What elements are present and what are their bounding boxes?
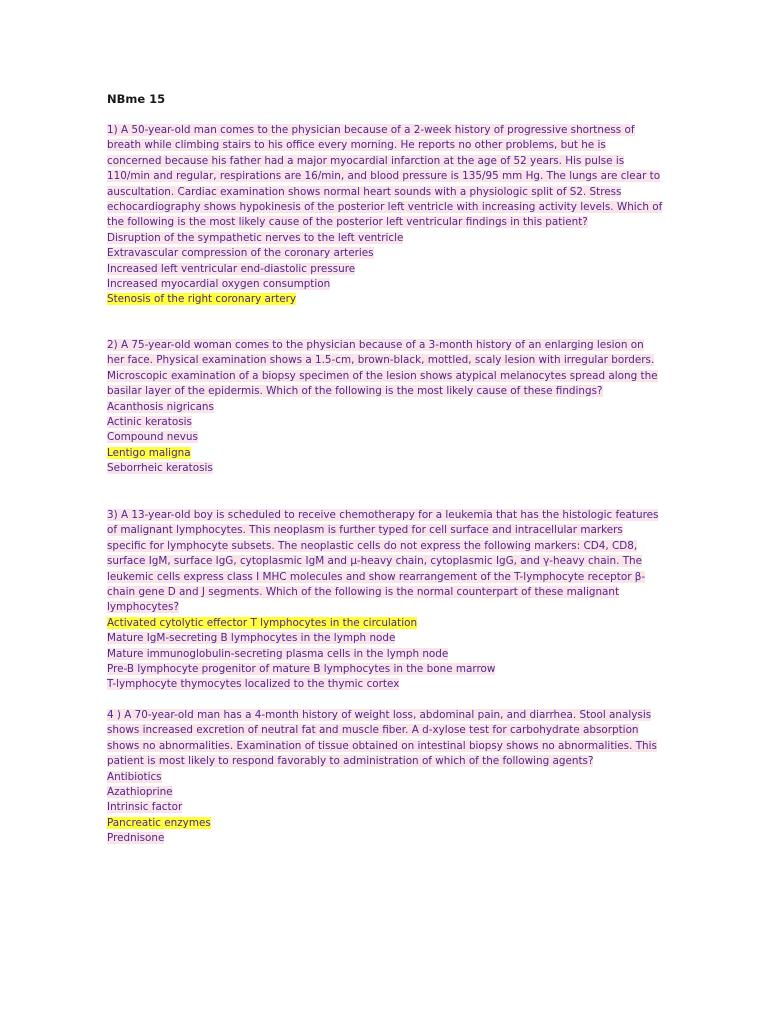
- answer-option-text: Activated cytolytic effector T lymphocytes in the circulation: [107, 616, 418, 629]
- question-stem-text: 1) A 50-year-old man comes to the physician because of a 2-week history of progressive shortness of breath while climbing stairs to his office every morning. He reports no other problems, but he is concerned because his father had a major myocardial infarction at the age of 52 years. His pulse is 110/min and regular, respirations are 16/min, and blood pressure is 135/95 mm Hg. The lungs are clear to auscultation. Cardiac examination shows normal heart sounds with a physiologic split of S2. Stress echocardiography shows hypokinesis of the posterior left ventricle with increasing activity levels. Which of the following is the most likely cause of the posterior left ventricular findings in this patient?: [107, 124, 663, 229]
- answer-option: [107, 262, 663, 277]
- answer-option: [107, 677, 663, 692]
- answer-option: [107, 647, 663, 662]
- question-1: [107, 123, 663, 308]
- answer-option: [107, 231, 663, 246]
- answer-option-text: Azathioprine: [107, 786, 173, 799]
- correct-answer-option: [107, 816, 663, 831]
- answer-option-text: Increased left ventricular end-diastolic pressure: [107, 262, 356, 275]
- correct-answer-option: [107, 292, 663, 307]
- document-title: NBme 15: [107, 92, 166, 106]
- answer-option-text: T-lymphocyte thymocytes localized to the thymic cortex: [107, 678, 400, 691]
- answer-option: [107, 400, 663, 415]
- answer-option: [107, 662, 663, 677]
- question-stem: [107, 338, 663, 400]
- correct-answer-option: [107, 616, 663, 631]
- answer-option: [107, 800, 663, 815]
- answer-option-text: Extravascular compression of the coronary arteries: [107, 247, 374, 260]
- answer-option-text: Pre-B lymphocyte progenitor of mature B lymphocytes in the bone marrow: [107, 663, 496, 676]
- question-stem-text: 4 ) A 70-year-old man has a 4-month history of weight loss, abdominal pain, and diarrhea. Stool analysis shows increased excretion of neutral fat and muscle fiber. A d-xylose test for carbohydrate absorption shows no abnormalities. Examination of tissue obtained on intestinal biopsy shows no abnormalities. This patient is most likely to respond favorably to administration of which of the following agents?: [107, 709, 657, 768]
- question-2: [107, 338, 663, 477]
- answer-option: [107, 430, 663, 445]
- question-stem: [107, 123, 663, 231]
- answer-option: [107, 461, 663, 476]
- answer-option-text: Lentigo maligna: [107, 446, 191, 459]
- question-stem: [107, 508, 663, 616]
- answer-option-text: Actinic keratosis: [107, 416, 192, 429]
- answer-option-text: Increased myocardial oxygen consumption: [107, 278, 331, 291]
- answer-option: [107, 246, 663, 261]
- answer-option: [107, 785, 663, 800]
- answer-option-text: Prednisone: [107, 832, 165, 845]
- answer-option-text: Pancreatic enzymes: [107, 816, 211, 829]
- answer-option: [107, 277, 663, 292]
- question-stem-text: 3) A 13-year-old boy is scheduled to receive chemotherapy for a leukemia that has the histologic features of malignant lymphocytes. This neoplasm is further typed for cell surface and intracellular markers specific for lymphocyte subsets. The neoplastic cells do not express the following markers: CD4, CD8, surface IgM, surface IgG, cytoplasmic IgM and μ-heavy chain, cytoplasmic IgG, and γ-heavy chain. The leukemic cells express class I MHC molecules and show rearrangement of the T-lymphocyte receptor β-chain gene D and J segments. Which of the following is the normal counterpart of these malignant lymphocytes?: [107, 509, 659, 614]
- question-3: [107, 508, 663, 693]
- question-stem: [107, 708, 663, 770]
- answer-option-text: Mature IgM-secreting B lymphocytes in the lymph node: [107, 632, 396, 645]
- correct-answer-option: [107, 446, 663, 461]
- answer-option: [107, 415, 663, 430]
- answer-option-text: Seborrheic keratosis: [107, 462, 213, 475]
- question-stem-text: 2) A 75-year-old woman comes to the physician because of a 3-month history of an enlarging lesion on her face. Physical examination shows a 1.5-cm, brown-black, mottled, scaly lesion with irregular borders. Microscopic examination of a biopsy specimen of the lesion shows atypical melanocytes spread along the basilar layer of the epidermis. Which of the following is the most likely cause of these findings?: [107, 339, 658, 398]
- question-4: [107, 708, 663, 847]
- answer-option-text: Mature immunoglobulin-secreting plasma cells in the lymph node: [107, 647, 449, 660]
- answer-option-text: Antibiotics: [107, 770, 162, 783]
- answer-option-text: Acanthosis nigricans: [107, 400, 214, 413]
- answer-option-text: Stenosis of the right coronary artery: [107, 293, 297, 306]
- answer-option: [107, 831, 663, 846]
- answer-option-text: Compound nevus: [107, 431, 198, 444]
- answer-option: [107, 631, 663, 646]
- answer-option-text: Intrinsic factor: [107, 801, 183, 814]
- answer-option-text: Disruption of the sympathetic nerves to the left ventricle: [107, 231, 404, 244]
- answer-option: [107, 770, 663, 785]
